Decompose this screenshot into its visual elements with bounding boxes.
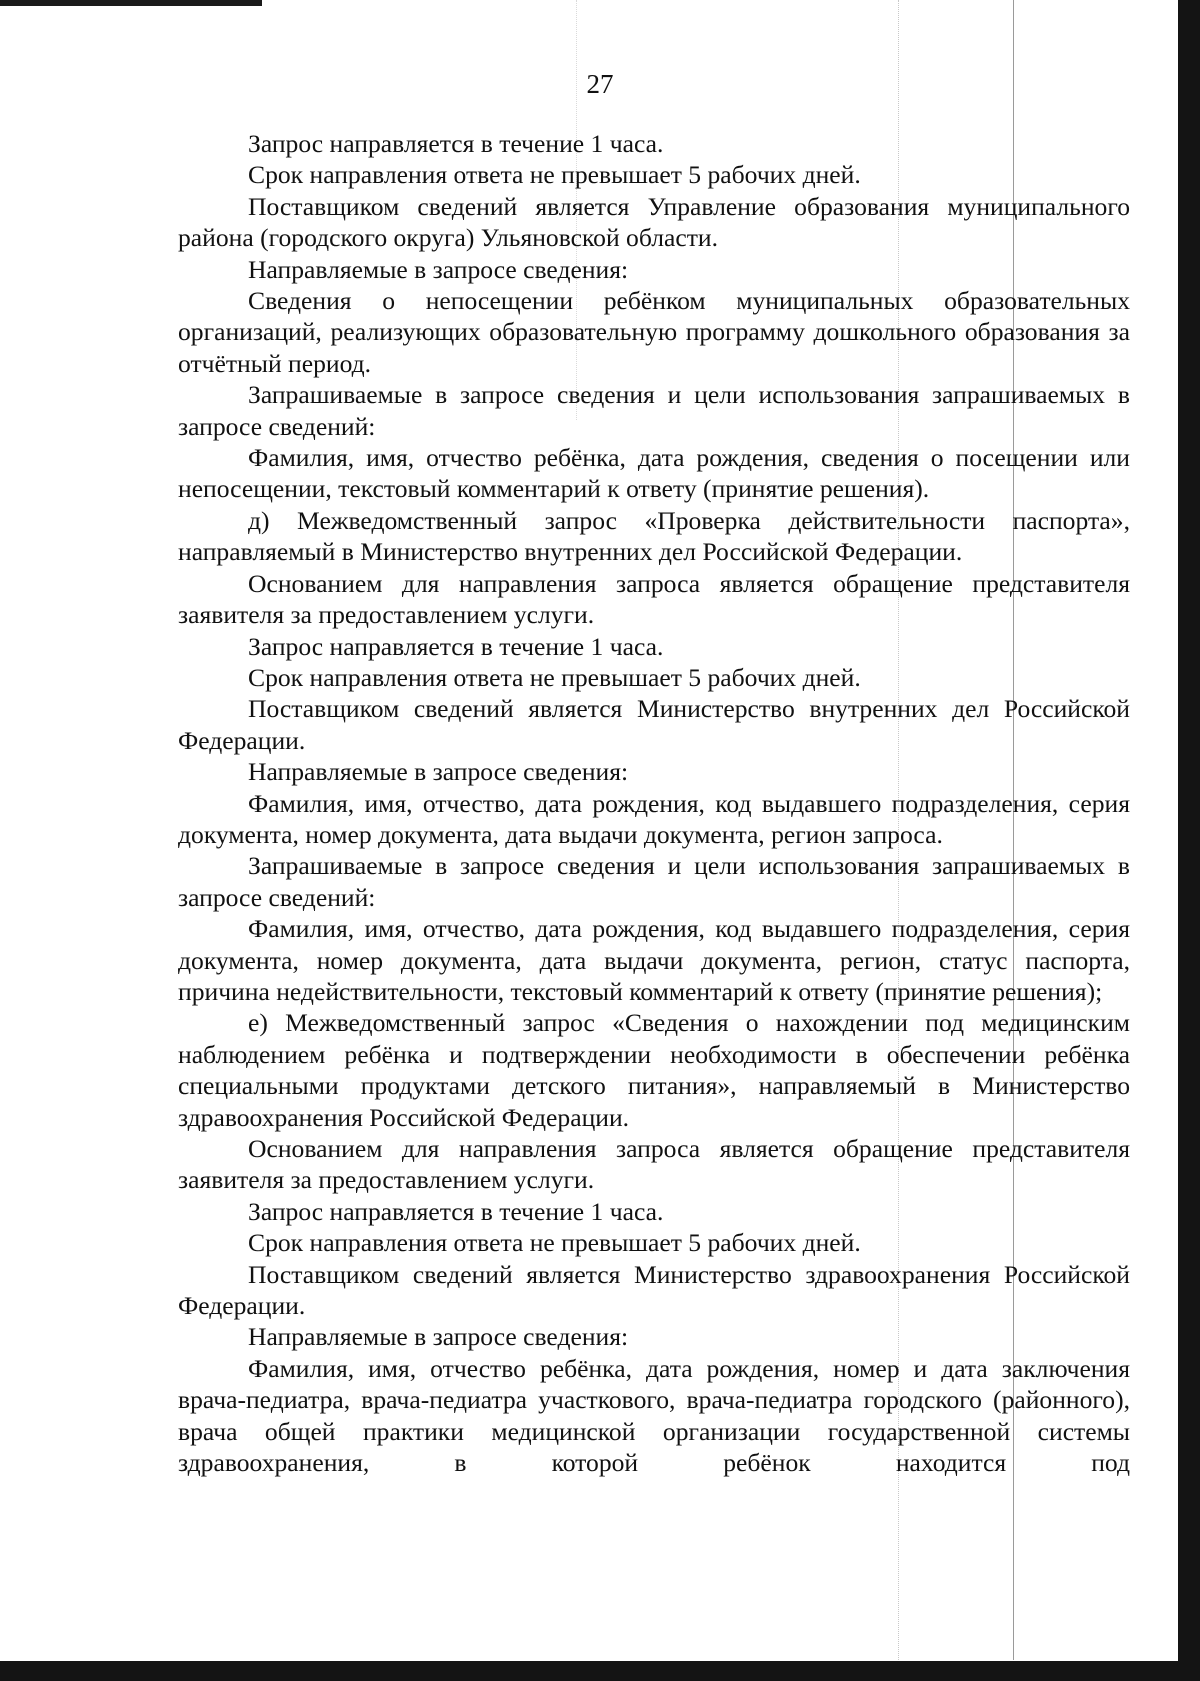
document-body <box>178 128 1130 1478</box>
paragraph: Направляемые в запросе сведения: <box>248 757 629 787</box>
paragraph: Фамилия, имя, отчество ребёнка, дата рождения, сведения о посещении или непосещении, текстовый комментарий к ответу (принятие решения). <box>178 443 1130 504</box>
paragraph: Фамилия, имя, отчество, дата рождения, код выдавшего подразделения, серия документа, номер документа, дата выдачи документа, регион, статус паспорта, причина недействительности, текстовый комментарий к ответу (принятие решения); <box>178 914 1130 1006</box>
paragraph: Сведения о непосещении ребёнком муниципальных образовательных организаций, реализующих образовательную программу дошкольного образования за отчётный период. <box>178 286 1130 378</box>
scan-bottom-edge <box>0 1661 1200 1681</box>
paragraph: е) Межведомственный запрос «Сведения о нахождении под медицинским наблюдением ребёнка и подтверждении необходимости в обеспечении ребёнка специальными продуктами детского питания», направляемый в Министерство здравоохранения Российской Федерации. <box>178 1008 1130 1132</box>
paragraph: Срок направления ответа не превышает 5 рабочих дней. <box>248 160 861 190</box>
paragraph: Запрос направляется в течение 1 часа. <box>248 1196 664 1226</box>
paragraph: Фамилия, имя, отчество ребёнка, дата рождения, номер и дата заключения врача-педиатра, врача-педиатра участкового, врача-педиатра городского (районного), врача общей практики медицинской организации государственной системы здравоохранения, в которой ребёнок находится под <box>178 1353 1130 1478</box>
paragraph: Запрос направляется в течение 1 часа. <box>248 631 664 661</box>
paragraph: д) Межведомственный запрос «Проверка действительности паспорта», направляемый в Министерство внутренних дел Российской Федерации. <box>178 505 1130 567</box>
paragraph: Основанием для направления запроса является обращение представителя заявителя за предоставлением услуги. <box>178 568 1130 630</box>
paragraph: Срок направления ответа не превышает 5 рабочих дней. <box>248 1228 861 1258</box>
page-number: 27 <box>586 69 614 99</box>
paragraph: Направляемые в запросе сведения: <box>248 254 629 284</box>
paragraph: Фамилия, имя, отчество, дата рождения, код выдавшего подразделения, серия документа, номер документа, дата выдачи документа, регион запроса. <box>178 788 1130 849</box>
paragraph: Запрашиваемые в запросе сведения и цели использования запрашиваемых в запросе сведений: <box>178 380 1130 441</box>
paragraph: Поставщиком сведений является Министерство внутренних дел Российской Федерации. <box>178 694 1130 755</box>
paragraph: Поставщиком сведений является Управление образования муниципального района (городского округа) Ульяновской области. <box>178 191 1130 253</box>
paragraph: Срок направления ответа не превышает 5 рабочих дней. <box>248 662 861 692</box>
paragraph: Запрашиваемые в запросе сведения и цели использования запрашиваемых в запросе сведений: <box>178 851 1130 912</box>
scan-top-edge <box>0 0 262 6</box>
paragraph: Запрос направляется в течение 1 часа. <box>248 129 664 158</box>
paragraph: Направляемые в запросе сведения: <box>248 1322 629 1352</box>
paragraph: Основанием для направления запроса является обращение представителя заявителя за предоставлением услуги. <box>178 1134 1130 1195</box>
scan-right-edge <box>1178 0 1200 1681</box>
paragraph: Поставщиком сведений является Министерство здравоохранения Российской Федерации. <box>178 1259 1130 1321</box>
